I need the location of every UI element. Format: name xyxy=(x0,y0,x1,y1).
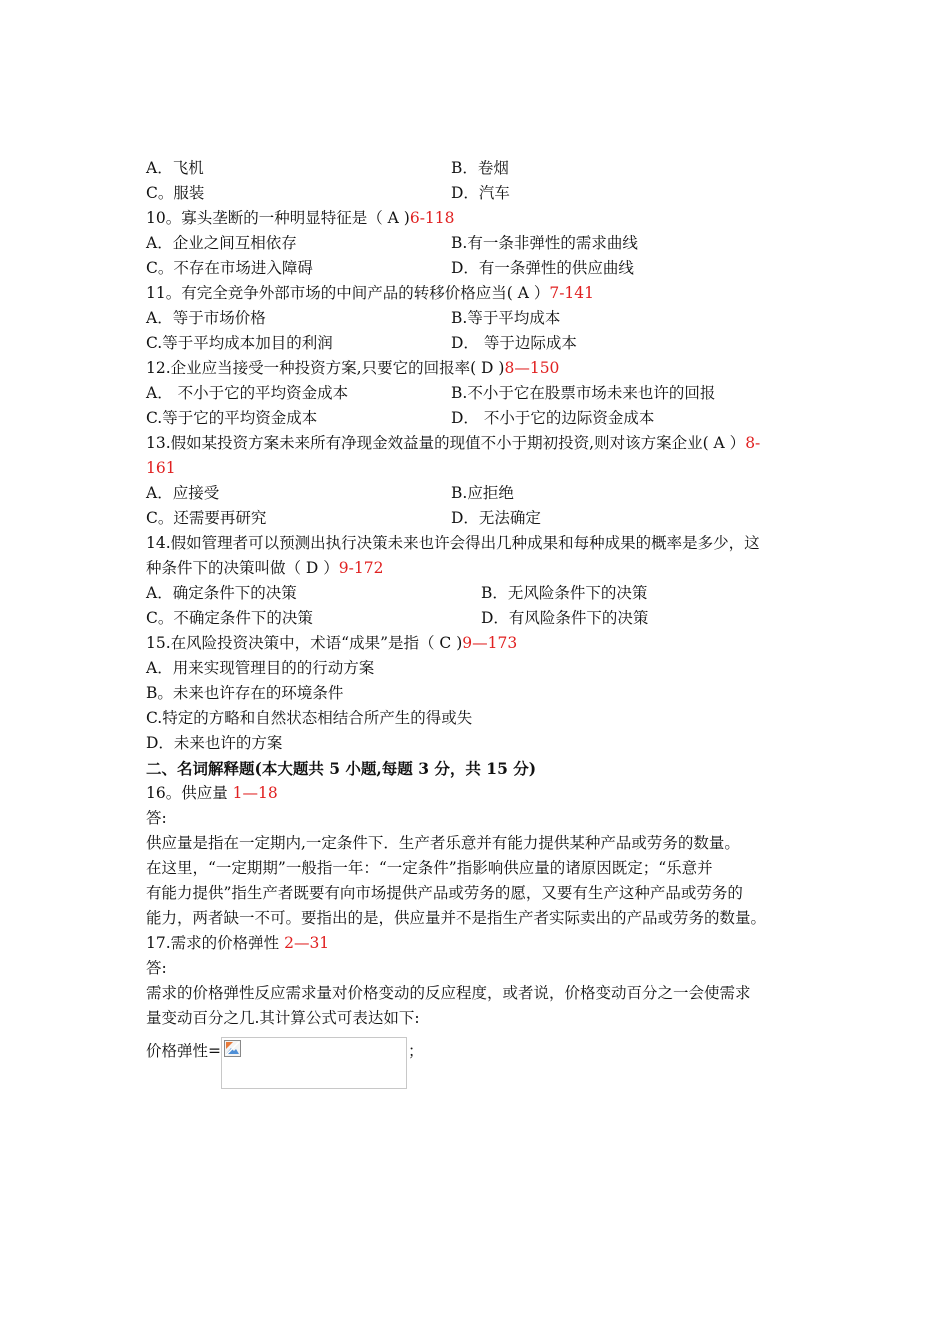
question-line xyxy=(146,206,810,231)
page-reference: 9-172 xyxy=(338,559,384,577)
formula-line xyxy=(146,1037,810,1092)
option-right: B.等于平均成本 xyxy=(451,309,561,327)
question-line xyxy=(146,556,810,581)
text-line xyxy=(146,881,810,906)
option-right: B．无风险条件下的决策 xyxy=(481,584,648,602)
text-line xyxy=(146,856,810,881)
option-left: C。服装 xyxy=(146,184,205,202)
option-right: D． 等于边际成本 xyxy=(451,334,577,352)
option-left: A．确定条件下的决策 xyxy=(146,584,297,602)
option-right: B.有一条非弹性的需求曲线 xyxy=(451,234,638,252)
page-reference: 9—173 xyxy=(462,634,518,652)
option-right: D． 不小于它的边际资金成本 xyxy=(451,409,655,427)
option-row xyxy=(146,406,810,431)
section-heading xyxy=(146,756,810,781)
text-content: 供应量是指在一定期内,一定条件下．生产者乐意并有能力提供某种产品或劳务的数量。 xyxy=(146,834,740,852)
text-line xyxy=(146,1006,810,1031)
broken-image-icon xyxy=(224,1040,241,1057)
formula-tail: ； xyxy=(408,1042,424,1060)
text-content: 在这里，“一定期期”一般指一年：“一定条件”指影响供应量的诸原因既定；“乐意并 xyxy=(146,859,713,877)
page-reference: 2—31 xyxy=(284,934,330,952)
option-row xyxy=(146,331,810,356)
question-line xyxy=(146,931,810,956)
question-text: 16。供应量 xyxy=(146,784,233,802)
question-text: 10。寡头垄断的一种明显特征是（ A ) xyxy=(146,209,410,227)
page-reference: 7-141 xyxy=(549,284,595,302)
question-text: 17.需求的价格弹性 xyxy=(146,934,285,952)
question-text: 种条件下的决策叫做（ D ） xyxy=(146,559,339,577)
page-reference: 6-118 xyxy=(409,209,455,227)
option-right: D．有一条弹性的供应曲线 xyxy=(451,259,634,277)
option-left: A． 不小于它的平均资金成本 xyxy=(146,384,349,402)
page-reference: 161 xyxy=(146,459,176,477)
option-row xyxy=(146,306,810,331)
option-row xyxy=(146,481,810,506)
option-left: C.等于平均成本加目的利润 xyxy=(146,334,333,352)
text-line xyxy=(146,706,810,731)
text-content: C.特定的方略和自然状态相结合所产生的得或失 xyxy=(146,709,473,727)
text-content: 14.假如管理者可以预测出执行决策未来也许会得出几种成果和每种成果的概率是多少，这 xyxy=(146,534,760,552)
option-row xyxy=(146,181,810,206)
page-reference: 8- xyxy=(745,434,761,452)
text-content: 答: xyxy=(146,809,167,827)
option-right: D．有风险条件下的决策 xyxy=(481,609,649,627)
option-right: D．汽车 xyxy=(451,184,510,202)
option-row xyxy=(146,506,810,531)
document-body xyxy=(146,156,810,1031)
option-left: A．企业之间互相依存 xyxy=(146,234,297,252)
question-line xyxy=(146,356,810,381)
option-left: A．等于市场价格 xyxy=(146,309,266,327)
question-line xyxy=(146,631,810,656)
document-page xyxy=(146,156,810,1092)
text-line xyxy=(146,831,810,856)
option-row xyxy=(146,231,810,256)
option-right: B.应拒绝 xyxy=(451,484,514,502)
question-line xyxy=(146,781,810,806)
text-content: 量变动百分之几.其计算公式可表达如下: xyxy=(146,1009,420,1027)
option-row xyxy=(146,606,810,631)
option-right: B.不小于它在股票市场未来也许的回报 xyxy=(451,384,716,402)
text-line xyxy=(146,531,810,556)
option-right: B．卷烟 xyxy=(451,159,509,177)
formula-image-placeholder xyxy=(221,1037,407,1089)
text-line xyxy=(146,656,810,681)
option-left: C.等于它的平均资金成本 xyxy=(146,409,318,427)
option-right: D．无法确定 xyxy=(451,509,541,527)
question-text: 13.假如某投资方案未来所有净现金效益量的现值不小于期初投资,则对该方案企业( A ） xyxy=(146,434,746,452)
text-content: A．用来实现管理目的的行动方案 xyxy=(146,659,375,677)
option-row xyxy=(146,381,810,406)
section-heading-text: 二、名词解释题(本大题共 5 小题,每题 3 分，共 15 分) xyxy=(146,759,537,778)
question-line-continued xyxy=(146,456,810,481)
text-content: D．未来也许的方案 xyxy=(146,734,283,752)
text-content: 有能力提供”指生产者既要有向市场提供产品或劳务的愿，又要有生产这种产品或劳务的 xyxy=(146,884,743,902)
text-line xyxy=(146,731,810,756)
text-line xyxy=(146,981,810,1006)
formula-label: 价格弹性= xyxy=(146,1042,221,1060)
question-line xyxy=(146,281,810,306)
question-text: 15.在风险投资决策中，术语“成果”是指（ C ) xyxy=(146,634,463,652)
option-left: C。还需要再研究 xyxy=(146,509,267,527)
option-row xyxy=(146,156,810,181)
text-content: B。未来也许存在的环境条件 xyxy=(146,684,344,702)
question-line xyxy=(146,431,810,456)
question-text: 11。有完全竞争外部市场的中间产品的转移价格应当( A ） xyxy=(146,284,550,302)
option-left: A．应接受 xyxy=(146,484,220,502)
text-line xyxy=(146,681,810,706)
option-row xyxy=(146,581,810,606)
text-line xyxy=(146,906,810,931)
option-left: C。不存在市场进入障碍 xyxy=(146,259,313,277)
text-line xyxy=(146,806,810,831)
text-line xyxy=(146,956,810,981)
question-text: 12.企业应当接受一种投资方案,只要它的回报率( D ) xyxy=(146,359,505,377)
text-content: 能力，两者缺一不可。要指出的是，供应量并不是指生产者实际卖出的产品或劳务的数量。 xyxy=(146,909,767,927)
text-content: 答: xyxy=(146,959,167,977)
text-content: 需求的价格弹性反应需求量对价格变动的反应程度，或者说，价格变动百分之一会使需求 xyxy=(146,984,751,1002)
option-row xyxy=(146,256,810,281)
page-reference: 1—18 xyxy=(232,784,278,802)
page-reference: 8—150 xyxy=(504,359,560,377)
option-left: A．飞机 xyxy=(146,159,204,177)
option-left: C。不确定条件下的决策 xyxy=(146,609,313,627)
